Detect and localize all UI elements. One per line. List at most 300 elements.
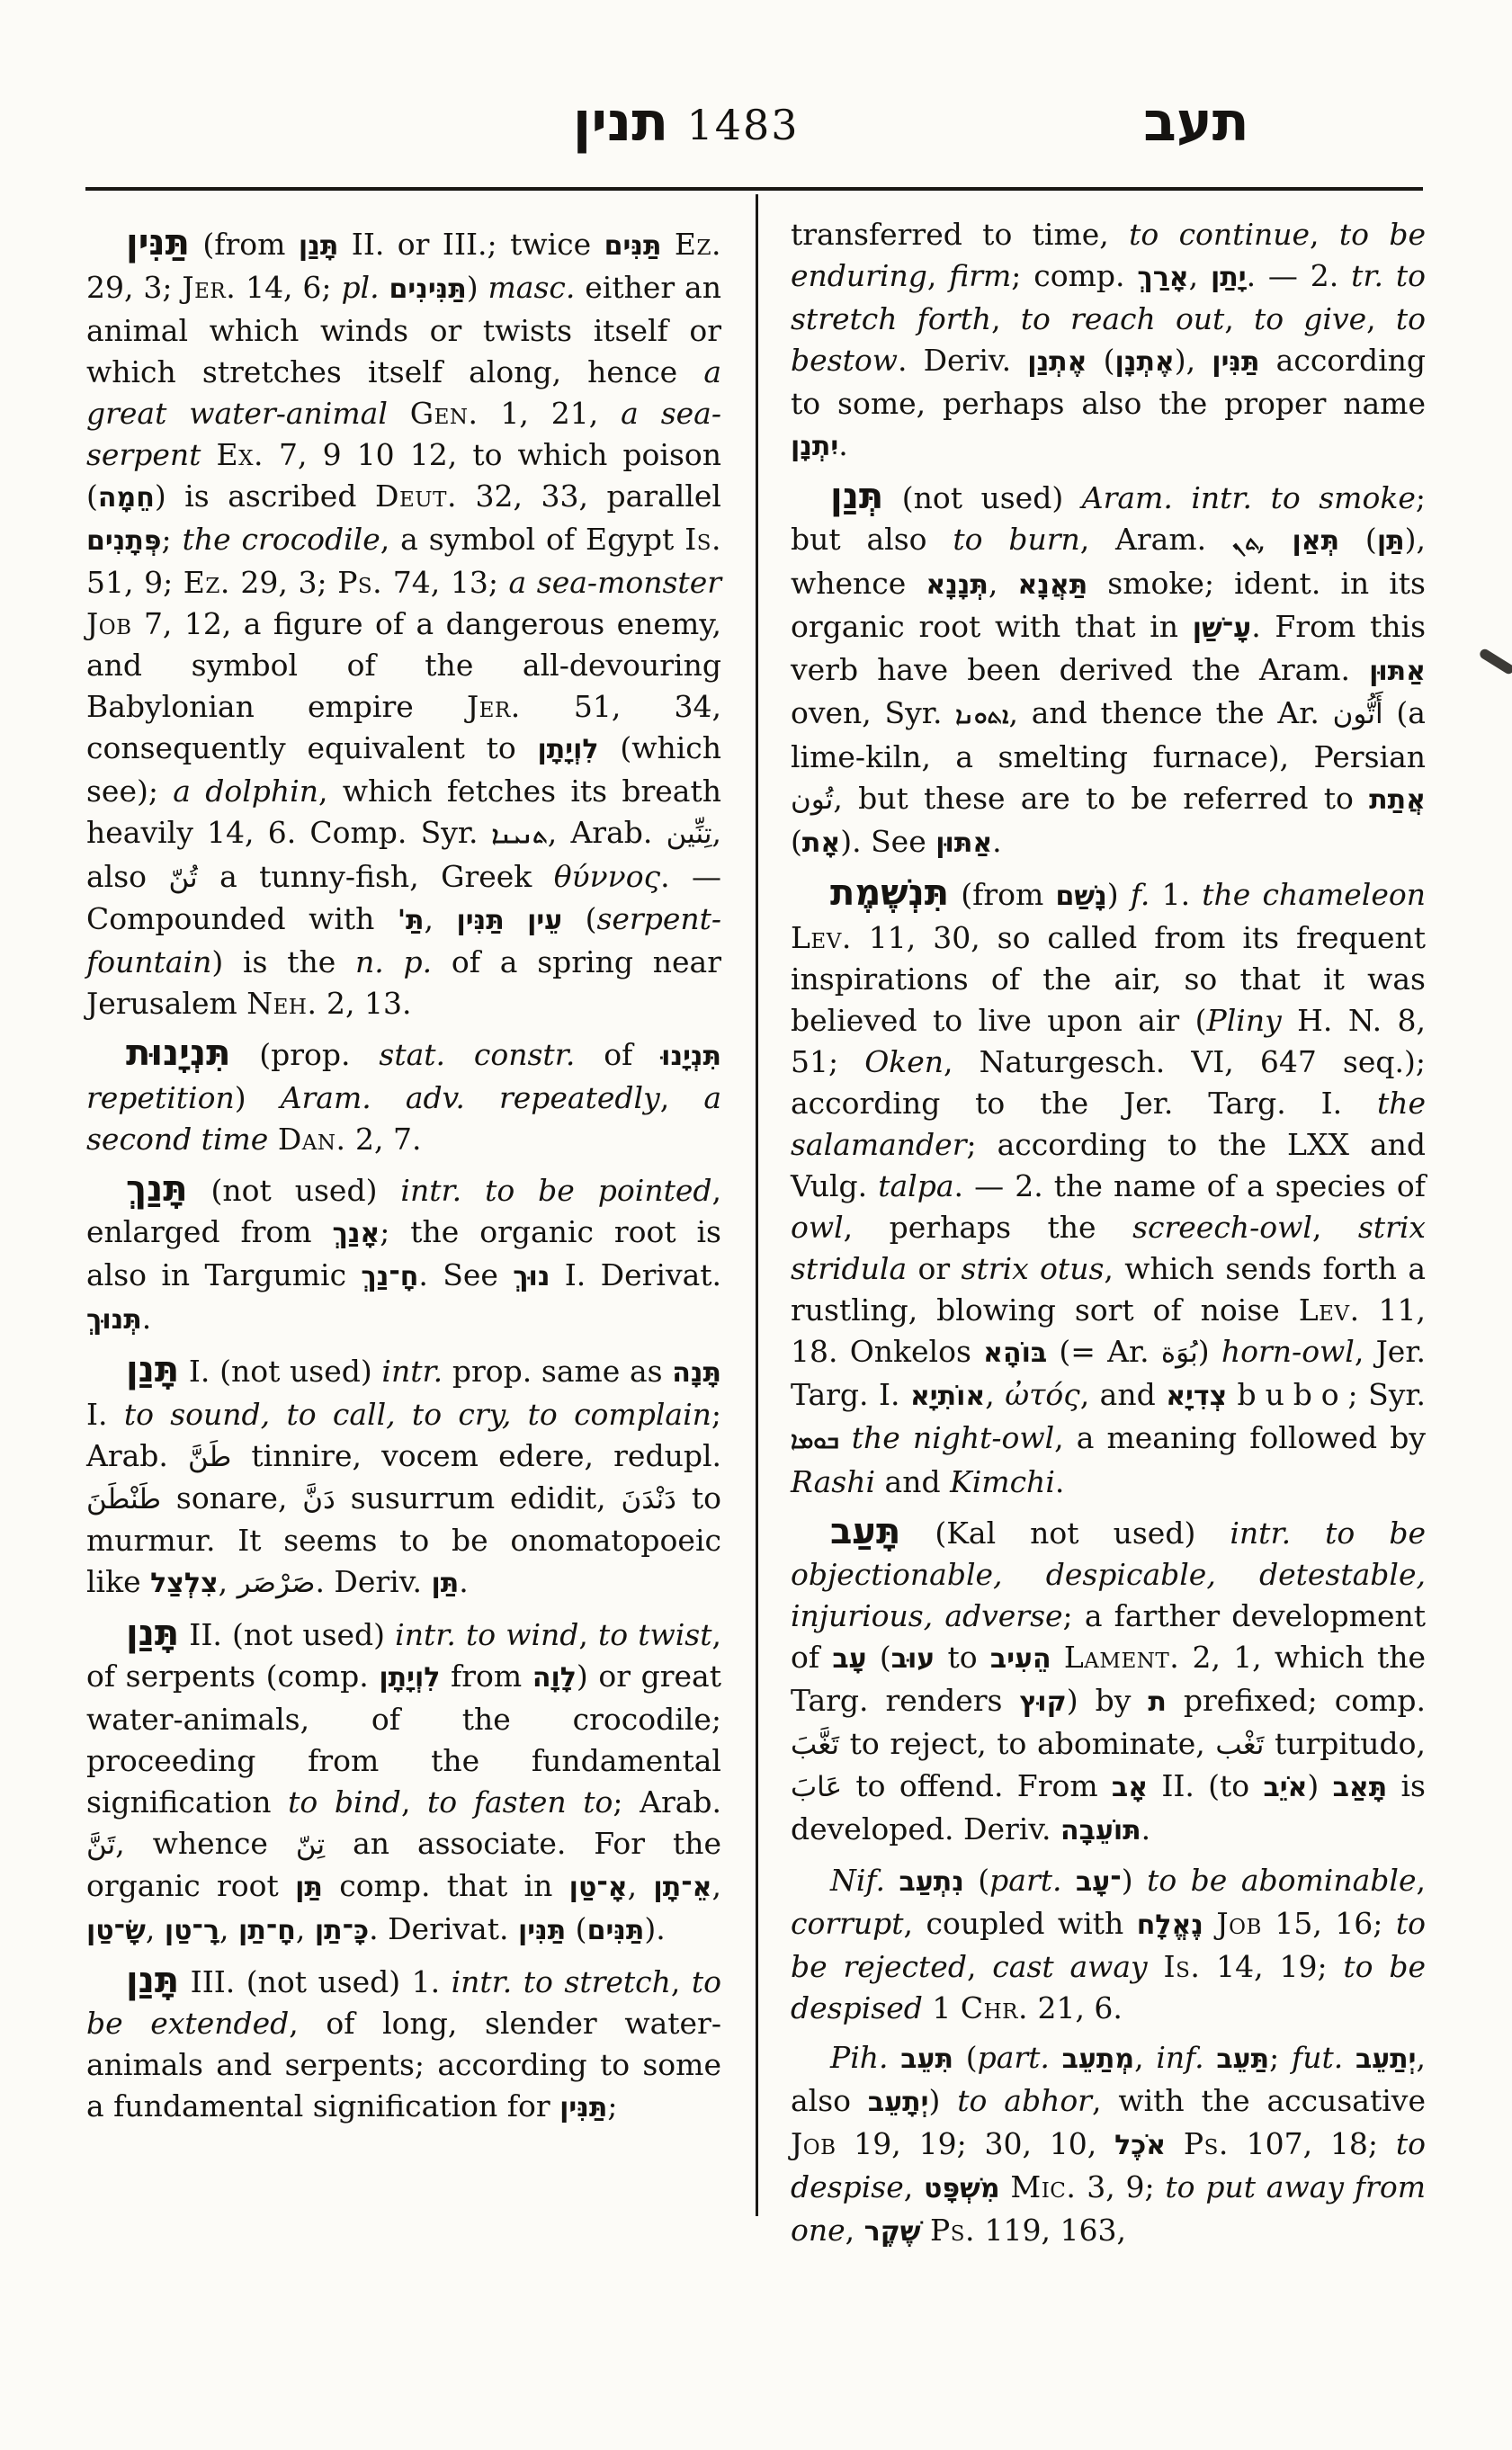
entry-tanan-iii-continuation xyxy=(791,214,1426,468)
page-number: 1483 xyxy=(686,101,800,149)
hebrew-headword: תָּעַב xyxy=(830,1511,901,1552)
text-run: , Aram. xyxy=(1079,522,1232,557)
hebrew-word: תִּעֵב xyxy=(900,2043,953,2075)
italic-run: to despise xyxy=(791,2126,1426,2204)
hebrew-word: עוּב xyxy=(890,1643,935,1675)
hebrew-word: יָתַן xyxy=(1210,262,1247,293)
text-run: ) is ascribed xyxy=(154,478,375,514)
text-run: , perhaps the xyxy=(843,1210,1133,1245)
text-run: ) xyxy=(234,1080,281,1115)
text-run: or xyxy=(907,1251,962,1286)
entry-tenan-aramaic xyxy=(791,476,1426,864)
text-run: 2, 7. xyxy=(345,1122,422,1157)
text-run: . Deriv. xyxy=(897,343,1028,378)
text-run: from xyxy=(440,1659,532,1694)
text-run: (a lime-kiln, a smelting furnace), Persian xyxy=(791,695,1426,774)
text-run: ; but also xyxy=(791,480,1426,557)
italic-run: Pliny xyxy=(1206,1003,1282,1038)
entry-tanan-i xyxy=(86,1349,721,1605)
text-run: (= Ar. xyxy=(1047,1334,1161,1369)
scripture-reference: Job xyxy=(86,606,132,641)
italic-run: to wind xyxy=(465,1617,579,1652)
italic-run: inf. xyxy=(1156,2040,1204,2075)
text-run: ; comp. xyxy=(1011,258,1138,293)
text-run: ; Arab. xyxy=(86,1397,722,1473)
text-run: , xyxy=(1311,1210,1358,1245)
text-run xyxy=(388,396,410,431)
text-run: , Naturgesch. VI, 647 seq.); according to the Jer. Targ. I. xyxy=(791,1044,1426,1121)
italic-run: n. p. xyxy=(355,944,433,979)
hebrew-word: תַּ' xyxy=(397,905,425,936)
arabic-word: دَنَّ xyxy=(302,1483,336,1516)
entry-taab-niphal xyxy=(791,1860,1426,2029)
entry-tanakh xyxy=(86,1168,721,1341)
italic-run: to give xyxy=(1254,301,1367,336)
scripture-reference: Is. xyxy=(1163,1949,1201,1984)
hebrew-word: אָנַךְ xyxy=(332,1218,380,1249)
hebrew-word: אֶתְנָן xyxy=(1114,346,1175,378)
hebrew-word: בּוֹהָא xyxy=(983,1337,1048,1369)
hebrew-word: עֵין תַּנִּין xyxy=(456,905,563,936)
scripture-reference: Job xyxy=(1216,1906,1262,1941)
text-run: is developed. Deriv. xyxy=(791,1768,1426,1846)
italic-run: to put away from one xyxy=(791,2169,1426,2248)
scripture-reference: Dan. xyxy=(277,1122,346,1157)
text-run: , xyxy=(627,1868,654,1903)
hebrew-word: אוֹתִיָא xyxy=(909,1381,986,1412)
text-run: ) xyxy=(466,270,488,305)
scripture-reference: Mic. xyxy=(1010,2169,1077,2204)
text-run: . xyxy=(141,1301,152,1336)
hebrew-word: קוּץ xyxy=(1019,1686,1067,1718)
text-run: 74, 13; xyxy=(382,565,509,600)
hebrew-word: תַּן xyxy=(1376,525,1405,557)
scripture-reference: Neh. xyxy=(246,986,318,1021)
italic-run: a second time xyxy=(86,1080,721,1157)
italic-run: to be despised xyxy=(791,1949,1426,2025)
text-run: 29, 3; xyxy=(86,270,183,305)
text-run: ) xyxy=(1307,1768,1333,1803)
text-run: , xyxy=(1310,217,1339,252)
text-run: transferred to time, xyxy=(791,217,1130,252)
text-run: ) by xyxy=(1066,1683,1149,1718)
text-run xyxy=(1062,1863,1077,1898)
text-run: . — Compounded with xyxy=(86,859,721,936)
text-run: ; xyxy=(161,522,183,557)
text-run: (from xyxy=(949,877,1056,912)
italic-run: the crocodile xyxy=(182,522,380,557)
hebrew-headword: תָּנַן xyxy=(126,1960,180,2001)
italic-run: Kimchi xyxy=(950,1464,1055,1499)
hebrew-word: אֵ־תָן xyxy=(653,1872,712,1903)
hebrew-word: תּוֹעֵבָה xyxy=(1060,1815,1141,1846)
italic-run: a dolphin xyxy=(173,773,318,809)
hebrew-word: לִוְיָתָן xyxy=(537,734,599,765)
italic-run: stat. constr. xyxy=(379,1037,576,1072)
italic-run: Aram. adv. repeatedly xyxy=(280,1080,660,1115)
arabic-word: تِنّ xyxy=(295,1829,326,1861)
scripture-reference: Lev. xyxy=(791,920,852,955)
arabic-word: تَنَّ xyxy=(86,1829,116,1861)
entry-tinyanuth xyxy=(86,1033,721,1160)
italic-run: to sound, to call, to cry, to complain xyxy=(123,1397,711,1432)
text-run: , a meaning followed by xyxy=(1054,1420,1426,1455)
italic-run: to fasten to xyxy=(427,1784,613,1820)
italic-run: masc. xyxy=(488,270,576,305)
hebrew-word: עָ־שַׁן xyxy=(1192,612,1252,644)
text-run: . Deriv. xyxy=(315,1564,432,1599)
arabic-word: دَنْدَنَ xyxy=(621,1483,676,1516)
text-run: (not used) xyxy=(187,1173,401,1208)
text-run: of a spring near Jerusalem xyxy=(86,944,721,1021)
text-run: of xyxy=(575,1037,662,1072)
text-run xyxy=(461,1173,485,1208)
italic-run: owl xyxy=(791,1210,844,1245)
hebrew-headword: תִּנְיָנוּת xyxy=(126,1033,231,1074)
text-run: tinnire, vocem edere, redupl. xyxy=(231,1438,721,1473)
text-run: 1. xyxy=(1150,877,1203,912)
left-column xyxy=(86,214,721,2129)
arabic-word: تُون xyxy=(791,783,834,816)
text-run: oven, Syr. xyxy=(791,695,956,730)
arabic-word: طَنْطَنَ xyxy=(86,1483,162,1516)
text-run: . See xyxy=(418,1257,514,1292)
text-run: , but these are to be referred to xyxy=(833,781,1370,816)
text-run: I. xyxy=(86,1397,124,1432)
text-run: ) xyxy=(928,2083,958,2118)
hebrew-headword: תָּנַן xyxy=(126,1613,180,1654)
text-run: a tunny-fish, Greek xyxy=(197,859,554,894)
scripture-reference: Chr. xyxy=(960,1990,1028,2025)
hebrew-word: אָב xyxy=(1111,1772,1149,1803)
letterspaced-run: bubo xyxy=(1237,1377,1348,1412)
text-run: ) or great water-animals, of the crocodile; proceeding from the fundamental signification xyxy=(86,1659,721,1820)
hebrew-headword: תְּנַן xyxy=(830,476,884,517)
text-run xyxy=(1000,2169,1011,2204)
text-run: I. Derivat. xyxy=(550,1257,722,1292)
text-run xyxy=(661,227,674,262)
text-run: . xyxy=(838,427,848,462)
text-run: prop. same as xyxy=(443,1354,673,1389)
text-run: , a symbol of Egypt xyxy=(380,522,685,557)
hebrew-word: הֵעִיב xyxy=(989,1643,1051,1675)
text-run: II. or III.; twice xyxy=(338,227,604,262)
header-rule xyxy=(85,187,1423,191)
italic-run: to smoke xyxy=(1270,480,1416,515)
italic-run: tr. xyxy=(1351,258,1384,293)
text-run: , with the accusative xyxy=(1091,2083,1426,2118)
hebrew-word: תָּנָה xyxy=(672,1357,721,1389)
hebrew-word: חֵמָה xyxy=(97,482,155,514)
hebrew-word: אַתּוּן xyxy=(1369,656,1426,687)
italic-run: strix stridula xyxy=(791,1210,1427,1286)
italic-run: to be rejected xyxy=(791,1906,1426,1984)
text-run: . xyxy=(459,1564,469,1599)
text-run xyxy=(921,2213,931,2248)
hebrew-word: לָוָה xyxy=(532,1662,577,1694)
text-run: , xyxy=(988,566,1018,601)
text-run xyxy=(380,270,389,305)
text-run xyxy=(1203,1906,1216,1941)
scripture-reference: Ps. xyxy=(1183,2126,1229,2161)
italic-run: a sea-monster xyxy=(508,565,721,600)
text-run: (which see); xyxy=(86,730,721,809)
text-run: , also xyxy=(791,2040,1426,2118)
text-run: , xyxy=(966,1949,993,1984)
syriac-word: ܬܢ xyxy=(1231,529,1257,556)
hebrew-word: תַּנִּים xyxy=(586,1915,645,1946)
text-run: , xyxy=(1416,1863,1426,1898)
scripture-reference: Ez. xyxy=(674,227,721,262)
hebrew-word: תַּנִּינִים xyxy=(389,273,467,305)
text-run: ) is the xyxy=(211,944,356,979)
text-run: 119, 163, xyxy=(975,2213,1126,2248)
text-run: . xyxy=(1054,1464,1065,1499)
text-run: ) xyxy=(1197,1334,1221,1369)
arabic-word: تُنّ xyxy=(168,862,198,894)
text-run: 2, 1, which the Targ. renders xyxy=(791,1640,1427,1718)
text-run: , xyxy=(219,1911,239,1946)
text-run xyxy=(1343,2040,1355,2075)
text-run: susurrum edidit, xyxy=(335,1480,622,1516)
text-run: 1 xyxy=(922,1990,961,2025)
text-run: , xyxy=(400,1784,428,1820)
text-run: ( xyxy=(562,901,597,936)
text-run: , xyxy=(218,1564,237,1599)
text-run: , xyxy=(295,1911,315,1946)
header-left-keyword: תנין xyxy=(572,91,669,154)
text-run: ; xyxy=(1269,2040,1292,2075)
text-run: , xyxy=(1257,522,1293,557)
italic-run: a great water-animal xyxy=(86,354,721,431)
entry-tannin xyxy=(86,222,721,1024)
text-run: , of long, slender water-animals and serpents; according to some a fundamental signification for xyxy=(86,2006,721,2124)
italic-run: intr. xyxy=(451,1964,513,1999)
italic-run: serpent-fountain xyxy=(86,901,722,979)
italic-run: part. xyxy=(989,1863,1062,1898)
hebrew-headword: תָּנַךְ xyxy=(126,1168,188,1210)
hebrew-word: אֹיֵב xyxy=(1263,1772,1308,1803)
scripture-reference: Lament. xyxy=(1063,1640,1180,1675)
text-run: ( xyxy=(866,1640,891,1675)
hebrew-word: תְּאַן xyxy=(1292,525,1340,557)
text-run: ( xyxy=(791,824,802,859)
syriac-word: ܒܘܡܐ xyxy=(791,1427,839,1454)
syriac-word: ܐܬܘܢܐ xyxy=(955,702,1009,729)
hebrew-word: פְּתָנִים xyxy=(86,525,162,557)
text-run: 29, 3; xyxy=(229,565,338,600)
text-run: 11, 18. Onkelos xyxy=(791,1292,1426,1369)
text-run xyxy=(1227,1377,1237,1412)
text-run: , xyxy=(845,2213,864,2248)
text-run: II. (not used) xyxy=(179,1617,396,1652)
italic-run: to be abominable xyxy=(1147,1863,1417,1898)
text-run: II. (to xyxy=(1148,1768,1264,1803)
italic-run: f. xyxy=(1130,877,1150,912)
text-run: . xyxy=(992,824,1002,859)
text-run: 11, 30, so called from its frequent inspirations of the air, so that it was believed to live upon air ( xyxy=(791,920,1426,1038)
text-run: 14, 19; xyxy=(1200,1949,1344,1984)
italic-run: a sea-serpent xyxy=(86,396,721,472)
entry-taab-piel xyxy=(791,2037,1426,2253)
hebrew-word: מְתַעֵב xyxy=(1061,2043,1135,2075)
italic-run: intr. xyxy=(400,1173,462,1208)
entry-tanan-iii xyxy=(86,1960,721,2129)
text-run: ) xyxy=(1106,877,1131,912)
italic-run: strix otus xyxy=(961,1251,1105,1286)
italic-run: fut. xyxy=(1291,2040,1344,2075)
arabic-word: عَابَ xyxy=(791,1771,843,1803)
italic-run: the chameleon xyxy=(1202,877,1426,912)
text-run: I. (not used) xyxy=(179,1354,382,1389)
hebrew-word: נוּךְ xyxy=(513,1261,550,1292)
text-run xyxy=(839,1420,852,1455)
text-run: III. (not used) 1. xyxy=(179,1964,452,1999)
text-run xyxy=(456,1617,466,1652)
text-run: , and xyxy=(1079,1377,1167,1412)
text-run: , xyxy=(926,258,950,293)
text-run: 15, 16; xyxy=(1261,1906,1396,1941)
text-run: , xyxy=(1224,301,1254,336)
italic-run: talpa xyxy=(878,1168,954,1203)
text-run: , coupled with xyxy=(903,1906,1137,1941)
entry-taab xyxy=(791,1511,1426,1852)
hebrew-word: שֶׁקֶר xyxy=(863,2216,921,2248)
text-run: comp. that in xyxy=(322,1868,569,1903)
text-run: , xyxy=(659,1080,704,1115)
text-run: H. N. 8, 51; xyxy=(791,1003,1426,1079)
text-run xyxy=(1383,258,1396,293)
text-run xyxy=(1204,2040,1217,2075)
text-run: 51, 9; xyxy=(86,565,183,600)
hebrew-word: תַּנִּין xyxy=(1212,346,1260,378)
italic-run: repetition xyxy=(86,1080,235,1115)
text-run: . — 2. the name of a species of xyxy=(953,1168,1426,1203)
italic-run: the night-owl xyxy=(851,1420,1055,1455)
text-run: . — 2. xyxy=(1246,258,1352,293)
text-run: to reject, to abominate, xyxy=(839,1726,1216,1761)
arabic-word: طَنَّ xyxy=(188,1441,232,1473)
text-run: ; a farther development of xyxy=(791,1598,1427,1675)
hebrew-word: אֹכֶל xyxy=(1114,2130,1167,2161)
hebrew-headword: תִּנְשֶׁמֶת xyxy=(830,872,950,914)
text-run: 107, 18; xyxy=(1228,2126,1396,2161)
ink-mark-artifact xyxy=(1478,648,1512,676)
text-run: and xyxy=(875,1464,951,1499)
text-run: , enlarged from xyxy=(86,1173,721,1249)
text-run: , and thence the Ar. xyxy=(1008,695,1333,730)
italic-run: Nif. xyxy=(830,1863,885,1898)
italic-run: intr. xyxy=(1230,1516,1292,1551)
text-run: , xyxy=(903,2169,925,2204)
italic-run: intr. xyxy=(395,1617,456,1652)
hebrew-word: תַּן xyxy=(431,1568,460,1599)
hebrew-word: אַתּוּן xyxy=(935,827,993,859)
italic-run: part. xyxy=(977,2040,1050,2075)
scripture-reference: Ps. xyxy=(930,2213,975,2248)
text-run: (from xyxy=(189,227,299,262)
text-run: 14, 6; xyxy=(236,270,342,305)
text-run: , xyxy=(991,301,1021,336)
text-run: ( xyxy=(963,1863,990,1898)
text-run: sonare, xyxy=(161,1480,303,1516)
scripture-reference: Job xyxy=(791,2126,837,2161)
text-run xyxy=(1051,1640,1064,1675)
hebrew-word: חָ־נַךְ xyxy=(361,1261,419,1292)
hebrew-word: כָּ־תַן xyxy=(314,1915,370,1946)
arabic-word: تِنِّين xyxy=(666,818,712,850)
text-run: ), whence xyxy=(791,522,1426,601)
text-run: , xyxy=(578,1617,598,1652)
text-run: , xyxy=(1366,301,1396,336)
hebrew-word: צְדִיָא xyxy=(1166,1381,1228,1412)
italic-run: screech-owl xyxy=(1132,1210,1312,1245)
text-run xyxy=(889,2040,901,2075)
text-run: ). See xyxy=(840,824,936,859)
italic-run: to be objectionable, despicable, detestable, injurious, adverse xyxy=(791,1516,1426,1633)
text-run: an associate. For the organic root xyxy=(86,1826,722,1903)
text-run: 7, 9 10 12, to which poison ( xyxy=(86,437,721,514)
entry-tinshemeth xyxy=(791,872,1426,1503)
italic-run: to bestow xyxy=(791,301,1426,378)
right-column xyxy=(791,214,1426,2253)
text-run: 32, 33, parallel xyxy=(456,478,721,514)
text-run: , which sends forth a rustling, blowing sort of noise xyxy=(791,1251,1427,1328)
hebrew-word: יִתְנָן xyxy=(791,431,839,462)
hebrew-word: תַּן xyxy=(295,1872,323,1903)
italic-run: to be extended xyxy=(86,1964,721,2041)
text-run: , of serpents (comp. xyxy=(86,1617,721,1694)
hebrew-word: ־עָב xyxy=(1076,1866,1122,1898)
text-run: ). xyxy=(644,1911,666,1946)
text-run xyxy=(512,1964,523,1999)
text-run: turpitudo, xyxy=(1264,1726,1426,1761)
text-run: ) xyxy=(1121,1863,1148,1898)
text-run: ; according to the LXX and Vulg. xyxy=(791,1127,1426,1203)
hebrew-word: ת xyxy=(1148,1686,1167,1718)
text-run: smoke; ident. in its organic root with that in xyxy=(791,566,1426,644)
hebrew-word: עָב xyxy=(832,1643,867,1675)
text-run xyxy=(268,1122,278,1157)
hebrew-word: תִּנְיָנוּ xyxy=(661,1041,721,1072)
text-run xyxy=(1166,2126,1184,2161)
scripture-reference: Jer. xyxy=(182,270,237,305)
italic-run: horn-owl xyxy=(1221,1334,1355,1369)
text-run: ; xyxy=(607,2088,618,2124)
column-divider xyxy=(756,194,758,2216)
hebrew-headword: תַּנִּין xyxy=(126,222,190,264)
hebrew-word: מִשְׁפָּט xyxy=(924,2173,1000,2204)
italic-run: intr. xyxy=(381,1354,443,1389)
text-run: ; Syr. xyxy=(1347,1377,1426,1412)
text-run: ( xyxy=(1339,522,1377,557)
hebrew-word: תְּנָנָא xyxy=(926,569,989,601)
hebrew-word: צִלְצַל xyxy=(150,1568,219,1599)
scripture-reference: Deut. xyxy=(375,478,457,514)
header-right-keyword: תעב xyxy=(1143,91,1249,154)
text-run: to xyxy=(935,1640,990,1675)
text-run xyxy=(1050,2040,1062,2075)
text-run: 19, 19; 30, 10, xyxy=(836,2126,1115,2161)
scripture-reference: Ez. xyxy=(183,565,230,600)
hebrew-word: אָ־טַן xyxy=(568,1872,628,1903)
hebrew-word: נָשַׁם xyxy=(1055,881,1107,912)
scripture-reference: Gen. xyxy=(409,396,479,431)
text-run: , also xyxy=(86,815,721,894)
italic-run: to continue xyxy=(1129,217,1311,252)
text-run: 51, 34, consequently equivalent to xyxy=(86,689,721,765)
arabic-word: تَغْب xyxy=(1215,1729,1265,1761)
